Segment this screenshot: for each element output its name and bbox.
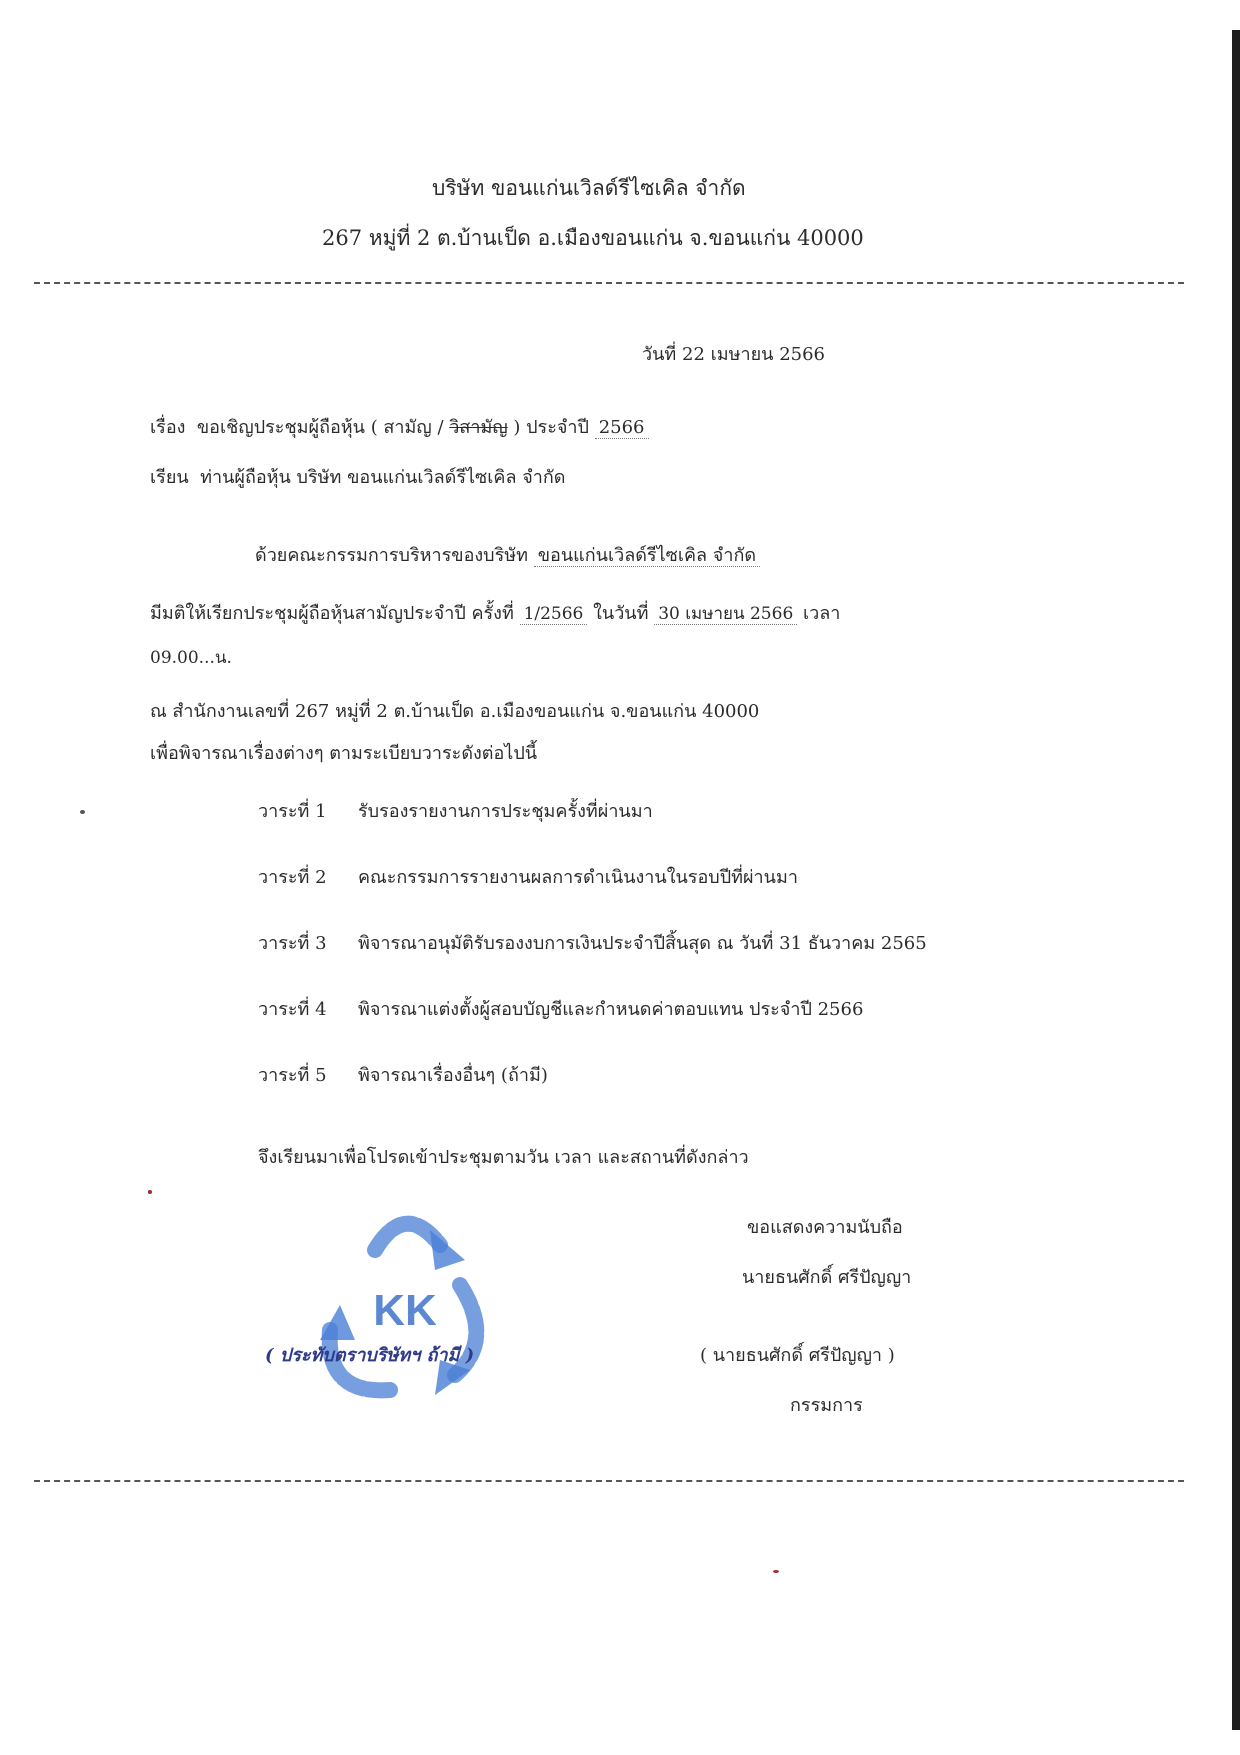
agenda-label: วาระที่ 2: [258, 867, 327, 888]
subject-year: 2566: [595, 417, 649, 439]
subject-text-before: ขอเชิญประชุมผู้ถือหุ้น ( สามัญ /: [196, 417, 450, 438]
agenda-text: พิจารณาเรื่องอื่นๆ (ถ้ามี): [358, 1065, 548, 1086]
meeting-number: 1/2566: [520, 604, 588, 625]
subject-text-after: ) ประจำปี: [507, 417, 595, 438]
scan-speck: [80, 810, 85, 814]
agenda-item: [258, 928, 927, 957]
letter-date: วันที่ 22 เมษายน 2566: [642, 344, 825, 365]
intro-line: [255, 540, 760, 569]
agenda-item: [258, 862, 798, 891]
on-date-label: ในวันที่: [587, 603, 655, 624]
agenda-intro: เพื่อพิจารณาเรื่องต่างๆ ตามระเบียบวาระดังต่อไปนี้: [150, 743, 538, 764]
agenda-label: วาระที่ 3: [258, 933, 327, 954]
signature: นายธนศักดิ์ ศรีปัญญา: [742, 1267, 912, 1288]
recipient-text: ท่านผู้ถือหุ้น บริษัท: [200, 467, 348, 488]
scan-speck: [148, 1190, 152, 1194]
meeting-date: 30 เมษายน 2566: [654, 604, 797, 625]
divider-bottom: [34, 1480, 1184, 1482]
meeting-time: 09.00...น.: [150, 648, 232, 668]
venue-line: ณ สำนักงานเลขที่ 267 หมู่ที่ 2 ต.บ้านเป็ด อ.เมืองขอนแก่น จ.ขอนแก่น 40000: [150, 701, 760, 722]
closing-line: จึงเรียนมาเพื่อโปรดเข้าประชุมตามวัน เวลา และสถานที่ดังกล่าว: [258, 1147, 749, 1168]
agenda-item: [258, 994, 863, 1023]
printed-name: ( นายธนศักดิ์ ศรีปัญญา ): [700, 1345, 895, 1366]
subject-struck-option: วิสามัญ: [449, 417, 508, 438]
stamp-logo-text: KK: [373, 1286, 437, 1335]
recipient-company: ขอนแก่นเวิลด์รีไซเคิล จำกัด: [347, 467, 566, 488]
agenda-label: วาระที่ 4: [258, 999, 327, 1020]
recycle-stamp-icon: [295, 1190, 515, 1420]
subject-label: เรื่อง: [150, 417, 186, 438]
intro-text: ด้วยคณะกรรมการบริหารของบริษัท: [255, 545, 534, 566]
signer-position: กรรมการ: [790, 1395, 863, 1416]
time-label: เวลา: [797, 603, 841, 624]
agenda-item: [258, 1060, 548, 1089]
recipient-line: [150, 462, 565, 491]
agenda-label: วาระที่ 1: [258, 801, 327, 822]
scan-speck: [773, 1570, 779, 1573]
agenda-text: พิจารณาแต่งตั้งผู้สอบบัญชีและกำหนดค่าตอบแทน ประจำปี 2566: [358, 999, 864, 1020]
recipient-label: เรียน: [150, 467, 189, 488]
resolution-text: มีมติให้เรียกประชุมผู้ถือหุ้นสามัญประจำปี ครั้งที่: [150, 603, 520, 624]
divider-top: [34, 282, 1184, 284]
agenda-text: รับรองรายงานการประชุมครั้งที่ผ่านมา: [358, 801, 653, 822]
regards: ขอแสดงความนับถือ: [747, 1217, 903, 1238]
agenda-item: [258, 796, 653, 825]
agenda-text: คณะกรรมการรายงานผลการดำเนินงานในรอบปีที่ผ่านมา: [358, 867, 798, 888]
stamp-caption: ( ประทับตราบริษัทฯ ถ้ามี ): [265, 1345, 475, 1366]
company-address: 267 หมู่ที่ 2 ต.บ้านเป็ด อ.เมืองขอนแก่น จ.ขอนแก่น 40000: [322, 226, 864, 250]
resolution-line: [150, 598, 840, 627]
intro-company: ขอนแก่นเวิลด์รีไซเคิล จำกัด: [534, 545, 760, 567]
agenda-label: วาระที่ 5: [258, 1065, 327, 1086]
company-name: บริษัท ขอนแก่นเวิลด์รีไซเคิล จำกัด: [432, 176, 746, 200]
scan-edge-shadow: [1232, 30, 1240, 1730]
subject-line: [150, 412, 649, 441]
agenda-text: พิจารณาอนุมัติรับรองงบการเงินประจำปีสิ้นสุด ณ วันที่ 31 ธันวาคม 2565: [358, 933, 927, 954]
